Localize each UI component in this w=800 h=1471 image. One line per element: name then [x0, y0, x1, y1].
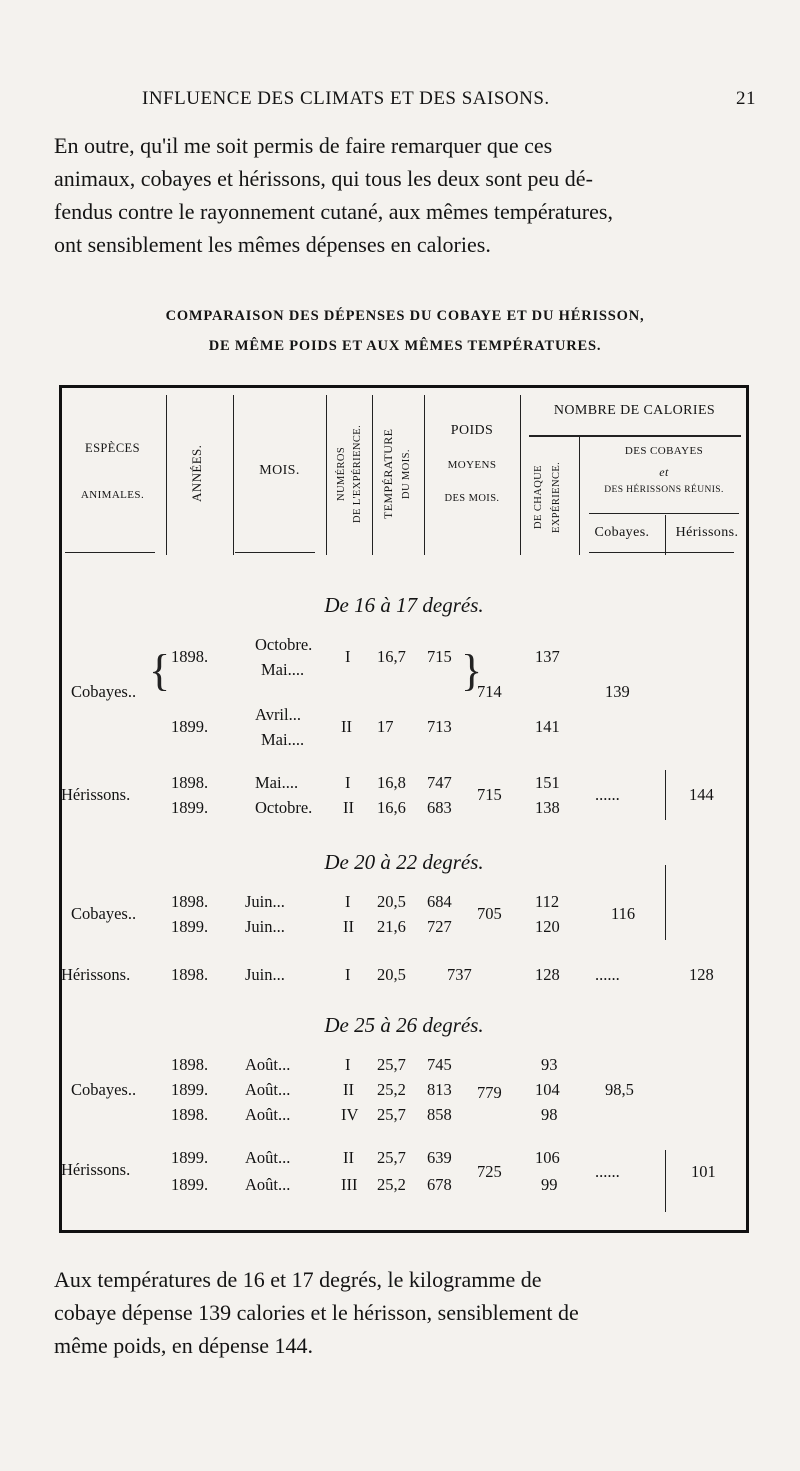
weight-cell: 639 — [427, 1148, 452, 1167]
page-number: 21 — [736, 88, 756, 109]
combined-cobayes: 139 — [605, 682, 630, 701]
experiment-number: III — [341, 1175, 358, 1194]
calorie-cell: 141 — [535, 717, 560, 736]
running-title: INFLUENCE DES CLIMATS ET DES SAISONS. — [142, 88, 550, 109]
temperature-cell: 16,8 — [377, 773, 406, 792]
header-animales: ANIMALES. — [80, 489, 145, 501]
header-temperature: TEMPÉRATURE — [381, 428, 395, 520]
comparison-table — [59, 385, 749, 1233]
month-cell: Août... — [245, 1175, 291, 1194]
experiment-number: I — [345, 1055, 351, 1074]
rule — [235, 552, 315, 553]
year-cell: 1898. — [171, 892, 209, 911]
experiment-number: II — [341, 717, 352, 736]
species-label: Cobayes.. — [71, 904, 137, 923]
month-cell: Mai.... — [255, 773, 299, 792]
species-label: Cobayes.. — [71, 682, 137, 701]
header-des-cobayes: DES COBAYES — [624, 445, 704, 457]
header-experience: EXPÉRIENCE. — [551, 461, 562, 533]
species-label: Cobayes.. — [71, 1080, 137, 1099]
rule — [665, 1150, 666, 1212]
calorie-cell: 138 — [535, 798, 560, 817]
combined-herissons: 101 — [691, 1162, 716, 1181]
month-cell: Mai.... — [261, 730, 305, 749]
weight-mean: 779 — [477, 1083, 502, 1102]
header-de-l-experience: DE L'EXPÉRIENCE. — [352, 424, 363, 524]
experiment-number: I — [345, 892, 351, 911]
month-cell: Mai.... — [261, 660, 305, 679]
combined-cobayes: ...... — [595, 785, 620, 804]
brace: { — [149, 646, 171, 695]
year-cell: 1898. — [171, 773, 209, 792]
header-moyens: MOYENS — [447, 459, 497, 471]
month-cell: Avril... — [255, 705, 301, 724]
calorie-cell: 99 — [541, 1175, 558, 1194]
weight-cell: 713 — [427, 717, 452, 736]
weight-cell: 858 — [427, 1105, 452, 1124]
calorie-cell: 93 — [541, 1055, 558, 1074]
year-cell: 1898. — [171, 965, 209, 984]
combined-cobayes: ...... — [595, 1162, 620, 1181]
header-herissons: Hérissons. — [675, 525, 739, 540]
header-annees: ANNÉES. — [189, 444, 204, 502]
species-label: Hérissons. — [61, 1160, 131, 1179]
rule — [326, 395, 327, 555]
header-mois: MOIS. — [259, 463, 300, 478]
weight-mean: 714 — [477, 682, 502, 701]
brace: } — [461, 646, 483, 695]
year-cell: 1899. — [171, 1148, 209, 1167]
rule — [589, 552, 734, 553]
header-numeros: NUMÉROS — [336, 446, 347, 502]
running-head — [142, 88, 762, 118]
header-cobayes: Cobayes. — [594, 525, 650, 540]
calorie-cell: 98 — [541, 1105, 558, 1124]
combined-herissons: 128 — [689, 965, 714, 984]
temperature-cell: 25,2 — [377, 1080, 406, 1099]
year-cell: 1899. — [171, 798, 209, 817]
weight-cell: 745 — [427, 1055, 452, 1074]
table-caption-line-2: DE MÊME POIDS ET AUX MÊMES TEMPÉRATURES. — [208, 338, 602, 354]
rule — [589, 513, 739, 514]
temperature-cell: 25,2 — [377, 1175, 406, 1194]
experiment-number: II — [343, 1148, 354, 1167]
header-especes: ESPÈCES — [85, 441, 140, 455]
weight-cell: 678 — [427, 1175, 452, 1194]
rule — [520, 395, 521, 555]
month-cell: Octobre. — [255, 635, 313, 654]
header-et: et — [659, 465, 669, 479]
rule — [65, 552, 155, 553]
combined-cobayes: 116 — [611, 904, 636, 923]
temperature-cell: 20,5 — [377, 892, 406, 911]
year-cell: 1899. — [171, 1080, 209, 1099]
month-cell: Juin... — [245, 965, 285, 984]
month-cell: Juin... — [245, 892, 285, 911]
header-reunis: DES HÉRISSONS RÉUNIS. — [604, 485, 724, 495]
weight-cell: 715 — [427, 647, 452, 666]
temperature-cell: 25,7 — [377, 1105, 406, 1124]
temperature-cell: 25,7 — [377, 1055, 406, 1074]
year-cell: 1899. — [171, 917, 209, 936]
weight-cell: 747 — [427, 773, 452, 792]
intro-line: ont sensiblement les mêmes dépenses en calories. — [54, 232, 491, 257]
experiment-number: I — [345, 965, 351, 984]
month-cell: Août... — [245, 1080, 291, 1099]
temperature-cell: 16,6 — [377, 798, 406, 817]
year-cell: 1898. — [171, 1105, 209, 1124]
combined-herissons: 144 — [689, 785, 714, 804]
header-nombre-de-calories: NOMBRE DE CALORIES — [553, 403, 716, 418]
combined-cobayes: 98,5 — [605, 1080, 634, 1099]
year-cell: 1899. — [171, 717, 209, 736]
outro-line: cobaye dépense 139 calories et le hérisson, sensiblement de — [54, 1300, 579, 1325]
experiment-number: II — [343, 1080, 354, 1099]
experiment-number: IV — [341, 1105, 359, 1124]
weight-cell: 683 — [427, 798, 452, 817]
intro-line: animaux, cobayes et hérissons, qui tous les deux sont peu dé- — [54, 166, 593, 191]
temperature-cell: 21,6 — [377, 917, 406, 936]
weight-mean: 725 — [477, 1162, 502, 1181]
experiment-number: I — [345, 647, 351, 666]
calorie-cell: 112 — [535, 892, 560, 911]
header-poids: POIDS — [450, 423, 494, 438]
month-cell: Octobre. — [255, 798, 313, 817]
calorie-cell: 106 — [535, 1148, 560, 1167]
calorie-cell: 128 — [535, 965, 560, 984]
weight-cell: 737 — [447, 965, 472, 984]
calorie-cell: 120 — [535, 917, 560, 936]
rule — [529, 435, 741, 437]
species-label: Hérissons. — [61, 965, 131, 984]
weight-mean: 705 — [477, 904, 502, 923]
calorie-cell: 151 — [535, 773, 560, 792]
month-cell: Juin... — [245, 917, 285, 936]
year-cell: 1899. — [171, 1175, 209, 1194]
rule — [665, 865, 666, 940]
temperature-cell: 25,7 — [377, 1148, 406, 1167]
year-cell: 1898. — [171, 1055, 209, 1074]
header-de-chaque: DE CHAQUE — [533, 465, 544, 529]
rule — [424, 395, 425, 555]
section-title: De 20 à 22 degrés. — [324, 850, 484, 874]
temperature-cell: 16,7 — [377, 647, 406, 666]
table-caption-line-1: COMPARAISON DES DÉPENSES DU COBAYE ET DU HÉRISSON, — [165, 308, 645, 324]
rule — [665, 770, 666, 820]
combined-cobayes: ...... — [595, 965, 620, 984]
weight-cell: 727 — [427, 917, 452, 936]
calorie-cell: 137 — [535, 647, 560, 666]
header-des-mois: DES MOIS. — [444, 493, 500, 504]
month-cell: Août... — [245, 1148, 291, 1167]
intro-line: En outre, qu'il me soit permis de faire remarquer que ces — [54, 133, 553, 158]
section-title: De 25 à 26 degrés. — [324, 1013, 484, 1037]
intro-line: fendus contre le rayonnement cutané, aux mêmes températures, — [54, 199, 613, 224]
experiment-number: II — [343, 917, 354, 936]
outro-line: même poids, en dépense 144. — [54, 1333, 314, 1358]
month-cell: Août... — [245, 1055, 291, 1074]
weight-cell: 813 — [427, 1080, 452, 1099]
outro-line: Aux températures de 16 et 17 degrés, le kilogramme de — [54, 1267, 542, 1292]
calorie-cell: 104 — [535, 1080, 560, 1099]
experiment-number: I — [345, 773, 351, 792]
weight-mean: 715 — [477, 785, 502, 804]
header-du-mois: DU MOIS. — [401, 449, 412, 499]
species-label: Hérissons. — [61, 785, 131, 804]
month-cell: Août... — [245, 1105, 291, 1124]
weight-cell: 684 — [427, 892, 452, 911]
section-title: De 16 à 17 degrés. — [324, 593, 484, 617]
experiment-number: II — [343, 798, 354, 817]
rule — [372, 395, 373, 555]
temperature-cell: 17 — [377, 717, 394, 736]
rule — [166, 395, 167, 555]
temperature-cell: 20,5 — [377, 965, 406, 984]
year-cell: 1898. — [171, 647, 209, 666]
